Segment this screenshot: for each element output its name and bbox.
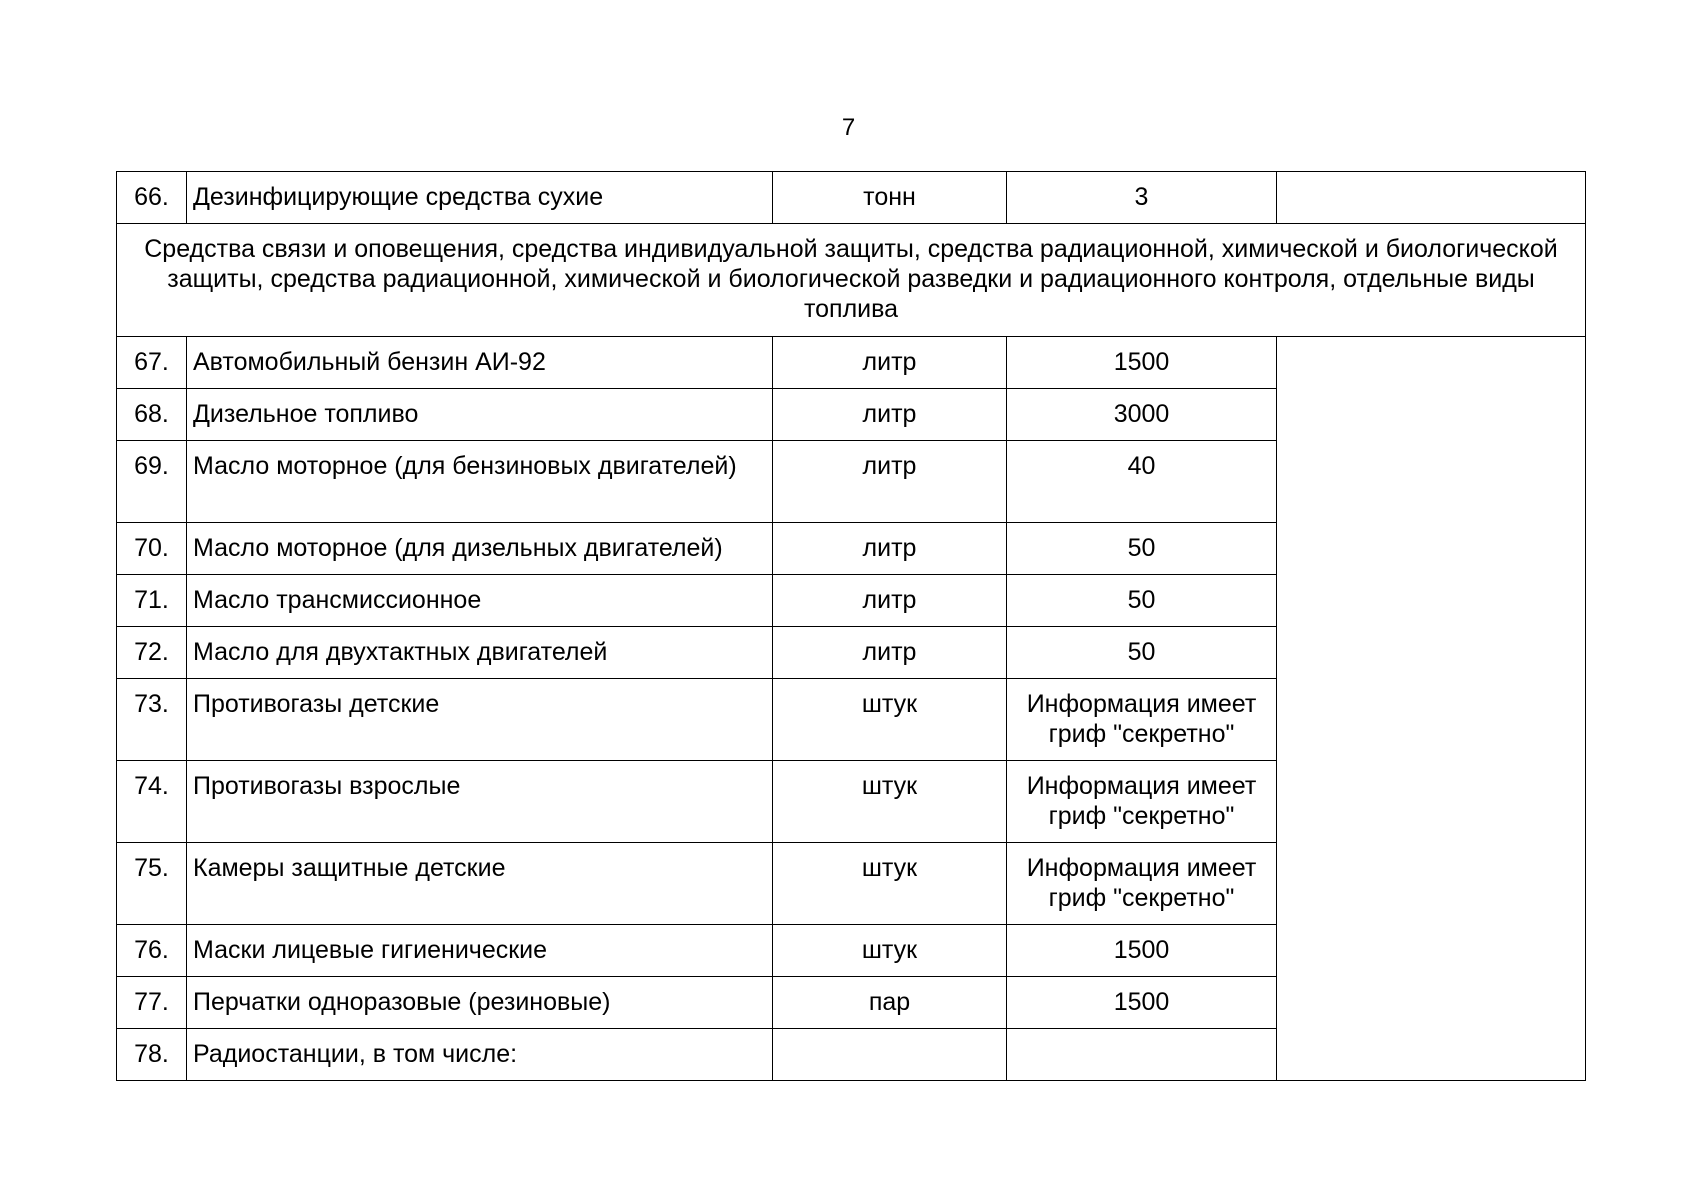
row-name: Противогазы взрослые (187, 761, 773, 843)
row-number: 70. (117, 523, 187, 575)
row-note-merged (1277, 337, 1586, 1081)
row-unit: штук (773, 843, 1007, 925)
row-quantity: Информация имеет гриф "секретно" (1007, 843, 1277, 925)
row-name: Дизельное топливо (187, 389, 773, 441)
row-number: 66. (117, 172, 187, 224)
table-row (117, 172, 1586, 224)
page-number: 7 (841, 114, 856, 141)
row-number: 69. (117, 441, 187, 523)
row-number: 74. (117, 761, 187, 843)
section-heading-row (117, 224, 1586, 337)
row-quantity: Информация имеет гриф "секретно" (1007, 761, 1277, 843)
row-unit (773, 1029, 1007, 1081)
row-quantity (1007, 1029, 1277, 1081)
row-unit: штук (773, 925, 1007, 977)
row-name: Противогазы детские (187, 679, 773, 761)
row-unit: литр (773, 627, 1007, 679)
row-unit: штук (773, 761, 1007, 843)
row-name: Камеры защитные детские (187, 843, 773, 925)
row-number: 75. (117, 843, 187, 925)
row-unit: литр (773, 575, 1007, 627)
row-name: Радиостанции, в том числе: (187, 1029, 773, 1081)
row-quantity: 50 (1007, 523, 1277, 575)
row-unit: штук (773, 679, 1007, 761)
row-quantity: 1500 (1007, 925, 1277, 977)
row-name: Масло моторное (для бензиновых двигателей) (187, 441, 773, 523)
row-unit: пар (773, 977, 1007, 1029)
row-name: Масло трансмиссионное (187, 575, 773, 627)
row-quantity: 3000 (1007, 389, 1277, 441)
row-quantity: 40 (1007, 441, 1277, 523)
row-name: Масло для двухтактных двигателей (187, 627, 773, 679)
row-name: Автомобильный бензин АИ-92 (187, 337, 773, 389)
row-number: 72. (117, 627, 187, 679)
row-name: Перчатки одноразовые (резиновые) (187, 977, 773, 1029)
row-quantity: 1500 (1007, 337, 1277, 389)
section-heading: Средства связи и оповещения, средства индивидуальной защиты, средства радиационной, химической и биологической защиты, средства радиационной, химической и биологической разведки и радиационного контроля, отдельные виды топлива (117, 224, 1586, 337)
row-number: 68. (117, 389, 187, 441)
row-number: 77. (117, 977, 187, 1029)
row-unit: литр (773, 337, 1007, 389)
row-quantity: 3 (1007, 172, 1277, 224)
row-name: Маски лицевые гигиенические (187, 925, 773, 977)
row-note (1277, 172, 1586, 224)
row-quantity: 50 (1007, 627, 1277, 679)
table-row (117, 337, 1586, 389)
row-name: Масло моторное (для дизельных двигателей) (187, 523, 773, 575)
row-unit: литр (773, 389, 1007, 441)
row-unit: литр (773, 523, 1007, 575)
row-number: 76. (117, 925, 187, 977)
row-number: 78. (117, 1029, 187, 1081)
row-unit: тонн (773, 172, 1007, 224)
row-unit: литр (773, 441, 1007, 523)
row-number: 67. (117, 337, 187, 389)
row-number: 73. (117, 679, 187, 761)
row-quantity: Информация имеет гриф "секретно" (1007, 679, 1277, 761)
resource-table (116, 171, 1586, 1081)
row-name: Дезинфицирующие средства сухие (187, 172, 773, 224)
row-quantity: 1500 (1007, 977, 1277, 1029)
row-number: 71. (117, 575, 187, 627)
row-quantity: 50 (1007, 575, 1277, 627)
